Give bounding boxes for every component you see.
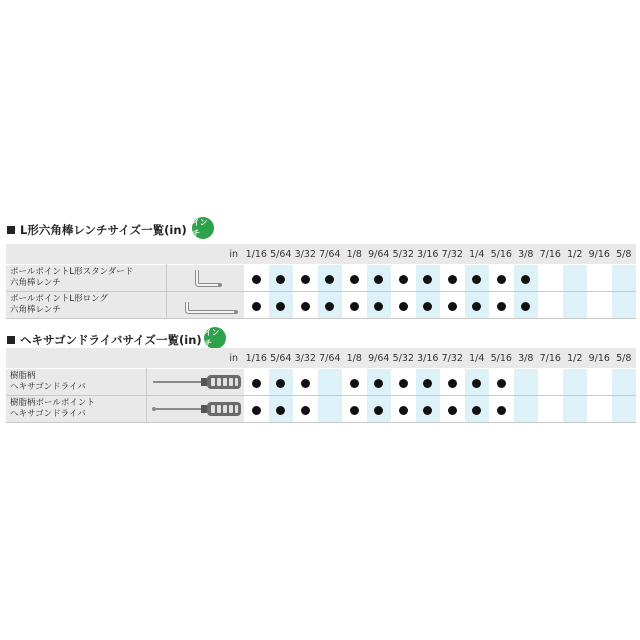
product-name [6, 265, 166, 292]
available-dot-icon [423, 379, 432, 388]
hex-screwdriver-icon [146, 369, 244, 396]
availability-cell [587, 396, 612, 423]
availability-cell [587, 292, 612, 319]
product-name-line: ボールポイントL形スタンダード [10, 267, 134, 277]
availability-cell [367, 265, 392, 292]
available-dot-icon [448, 379, 457, 388]
available-dot-icon [448, 406, 457, 415]
size-header: 5/64 [269, 348, 294, 369]
available-dot-icon [301, 302, 310, 311]
availability-cell [440, 396, 465, 423]
availability-cell [293, 292, 318, 319]
available-dot-icon [252, 406, 261, 415]
unit-label: in [6, 348, 244, 369]
l-hex-key-standard-icon [166, 265, 244, 292]
product-name-line: ボールポイントL形ロング [10, 294, 108, 304]
available-dot-icon [399, 275, 408, 284]
availability-cell [489, 265, 514, 292]
availability-cell [318, 396, 343, 423]
availability-cell [391, 369, 416, 396]
size-header: 1/2 [563, 244, 588, 265]
size-header-row [6, 348, 636, 369]
availability-cell [587, 265, 612, 292]
size-header: 5/16 [489, 244, 514, 265]
availability-cell [416, 369, 441, 396]
availability-cell [293, 265, 318, 292]
availability-cell [465, 396, 490, 423]
availability-cell [391, 265, 416, 292]
size-header-row [6, 244, 636, 265]
size-header: 1/16 [244, 244, 269, 265]
available-dot-icon [374, 302, 383, 311]
availability-cell [269, 292, 294, 319]
available-dot-icon [325, 302, 334, 311]
availability-cell [489, 369, 514, 396]
availability-cell [465, 292, 490, 319]
available-dot-icon [497, 275, 506, 284]
availability-cell [342, 265, 367, 292]
availability-cell [244, 369, 269, 396]
section-title [6, 222, 187, 238]
available-dot-icon [448, 302, 457, 311]
availability-cell [612, 396, 637, 423]
size-header: 5/16 [489, 348, 514, 369]
available-dot-icon [350, 379, 359, 388]
availability-cell [269, 369, 294, 396]
availability-cell [465, 369, 490, 396]
available-dot-icon [350, 302, 359, 311]
available-dot-icon [472, 275, 481, 284]
product-name [6, 396, 146, 423]
size-header: 5/32 [391, 348, 416, 369]
available-dot-icon [374, 379, 383, 388]
availability-cell [538, 292, 563, 319]
size-header: 7/16 [538, 348, 563, 369]
availability-cell [342, 369, 367, 396]
size-header: 3/32 [293, 348, 318, 369]
available-dot-icon [423, 275, 432, 284]
availability-cell [489, 396, 514, 423]
availability-cell [465, 265, 490, 292]
available-dot-icon [472, 406, 481, 415]
product-name-line: ヘキサゴンドライバ [10, 409, 86, 419]
size-header: 5/8 [612, 244, 637, 265]
product-row [6, 265, 636, 292]
l-hex-key-long-icon [166, 292, 244, 319]
size-header: 9/16 [587, 244, 612, 265]
inch-badge: インチ [204, 327, 226, 349]
availability-cell [293, 396, 318, 423]
product-row [6, 396, 636, 423]
product-name [6, 369, 146, 396]
availability-cell [514, 396, 539, 423]
available-dot-icon [350, 406, 359, 415]
availability-cell [318, 292, 343, 319]
availability-cell [440, 265, 465, 292]
available-dot-icon [350, 275, 359, 284]
size-header: 1/8 [342, 244, 367, 265]
available-dot-icon [301, 379, 310, 388]
inch-badge: インチ [192, 217, 214, 239]
availability-cell [318, 369, 343, 396]
size-header: 5/32 [391, 244, 416, 265]
available-dot-icon [399, 406, 408, 415]
available-dot-icon [252, 379, 261, 388]
availability-cell [563, 369, 588, 396]
product-row [6, 292, 636, 319]
ball-point-hex-screwdriver-icon [146, 396, 244, 423]
availability-cell [538, 396, 563, 423]
size-header: 7/64 [318, 348, 343, 369]
availability-cell [563, 396, 588, 423]
unit-label: in [6, 244, 244, 265]
size-table [6, 348, 636, 423]
available-dot-icon [276, 275, 285, 284]
available-dot-icon [497, 406, 506, 415]
available-dot-icon [301, 406, 310, 415]
section-l-hex-wrench [6, 218, 636, 315]
section-title [6, 332, 202, 348]
availability-cell [416, 396, 441, 423]
available-dot-icon [521, 275, 530, 284]
availability-cell [563, 265, 588, 292]
available-dot-icon [252, 302, 261, 311]
available-dot-icon [423, 406, 432, 415]
availability-cell [367, 369, 392, 396]
availability-cell [367, 396, 392, 423]
section-title-text: L形六角棒レンチサイズ一覧(in) [20, 223, 187, 237]
size-header: 3/8 [514, 348, 539, 369]
size-header: 5/64 [269, 244, 294, 265]
size-header: 7/32 [440, 348, 465, 369]
square-bullet-icon [7, 226, 15, 234]
availability-cell [612, 369, 637, 396]
availability-cell [612, 265, 637, 292]
availability-cell [244, 396, 269, 423]
size-header: 3/8 [514, 244, 539, 265]
size-header: 3/32 [293, 244, 318, 265]
available-dot-icon [399, 379, 408, 388]
availability-cell [391, 396, 416, 423]
product-name-line: 樹脂柄 [10, 371, 36, 381]
availability-cell [244, 292, 269, 319]
size-header: 1/2 [563, 348, 588, 369]
available-dot-icon [472, 302, 481, 311]
availability-cell [612, 292, 637, 319]
product-name-line: 樹脂柄ボールポイント [10, 398, 95, 408]
size-header: 1/4 [465, 244, 490, 265]
availability-cell [244, 265, 269, 292]
size-header: 7/16 [538, 244, 563, 265]
availability-cell [440, 292, 465, 319]
product-row [6, 369, 636, 396]
available-dot-icon [276, 302, 285, 311]
available-dot-icon [497, 302, 506, 311]
square-bullet-icon [7, 336, 15, 344]
availability-cell [538, 369, 563, 396]
size-header: 3/16 [416, 348, 441, 369]
section-hex-screwdriver [6, 328, 636, 422]
available-dot-icon [472, 379, 481, 388]
size-header: 9/16 [587, 348, 612, 369]
available-dot-icon [325, 275, 334, 284]
availability-cell [342, 292, 367, 319]
product-name-line: 六角棒レンチ [10, 305, 61, 315]
size-header: 1/8 [342, 348, 367, 369]
size-header: 9/64 [367, 244, 392, 265]
available-dot-icon [399, 302, 408, 311]
product-name-line: ヘキサゴンドライバ [10, 382, 86, 392]
availability-cell [293, 369, 318, 396]
available-dot-icon [374, 275, 383, 284]
availability-cell [440, 369, 465, 396]
available-dot-icon [252, 275, 261, 284]
size-header: 7/32 [440, 244, 465, 265]
product-name-line: 六角棒レンチ [10, 278, 61, 288]
availability-cell [587, 369, 612, 396]
availability-cell [538, 265, 563, 292]
availability-cell [391, 292, 416, 319]
size-header: 1/16 [244, 348, 269, 369]
size-header: 9/64 [367, 348, 392, 369]
availability-cell [269, 265, 294, 292]
availability-cell [514, 265, 539, 292]
availability-cell [318, 265, 343, 292]
availability-cell [514, 292, 539, 319]
size-header: 7/64 [318, 244, 343, 265]
available-dot-icon [301, 275, 310, 284]
size-header: 1/4 [465, 348, 490, 369]
availability-cell [514, 369, 539, 396]
section-title-text: ヘキサゴンドライバサイズ一覧(in) [20, 333, 202, 347]
available-dot-icon [448, 275, 457, 284]
availability-cell [563, 292, 588, 319]
size-header: 3/16 [416, 244, 441, 265]
availability-cell [367, 292, 392, 319]
availability-cell [416, 292, 441, 319]
availability-cell [342, 396, 367, 423]
size-table [6, 244, 636, 319]
product-name [6, 292, 166, 319]
available-dot-icon [521, 302, 530, 311]
available-dot-icon [423, 302, 432, 311]
availability-cell [489, 292, 514, 319]
availability-cell [416, 265, 441, 292]
available-dot-icon [276, 406, 285, 415]
availability-cell [269, 396, 294, 423]
available-dot-icon [497, 379, 506, 388]
available-dot-icon [374, 406, 383, 415]
size-header: 5/8 [612, 348, 637, 369]
available-dot-icon [276, 379, 285, 388]
